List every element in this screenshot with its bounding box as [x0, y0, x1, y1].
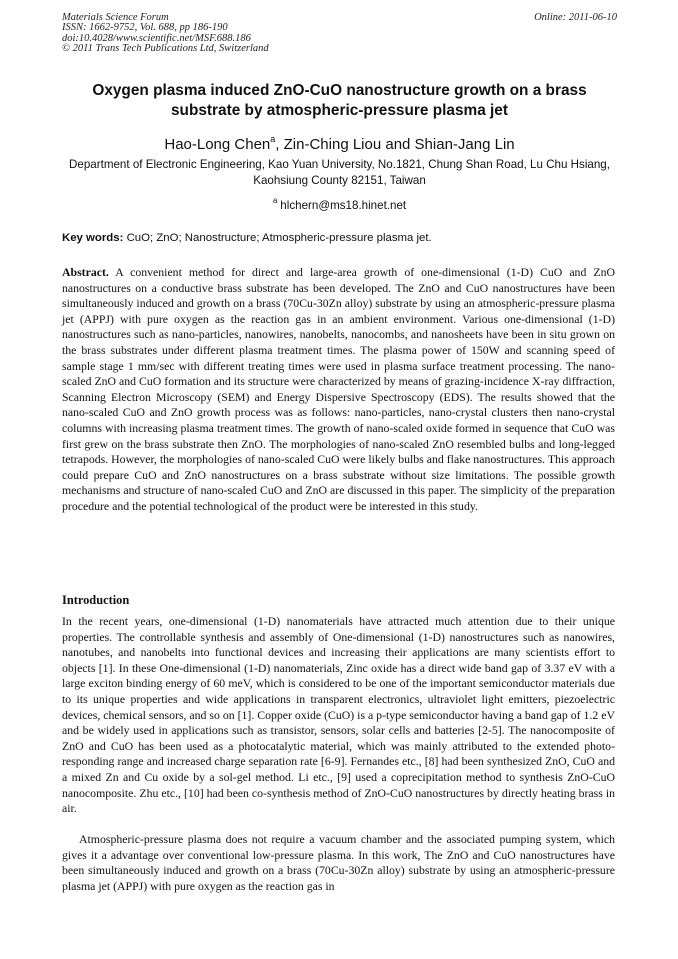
- journal-header: [62, 13, 617, 55]
- author-affil-mark: a: [270, 134, 276, 144]
- abstract-label: Abstract.: [62, 265, 109, 279]
- section-heading-introduction: Introduction: [62, 593, 130, 607]
- author-rest: , Zin-Ching Liou and Shian-Jang Lin: [275, 136, 515, 153]
- journal-name: Materials Science Forum: [62, 12, 169, 23]
- author-list: [62, 129, 617, 155]
- keywords-text: CuO; ZnO; Nanostructure; Atmospheric-pressure plasma jet.: [123, 232, 432, 244]
- email-affil-mark: a: [272, 196, 278, 205]
- doi-link[interactable]: doi:10.4028/www.scientific.net/MSF.688.186: [62, 32, 251, 44]
- abstract: [62, 265, 615, 515]
- author-email: [62, 193, 617, 214]
- email-address[interactable]: hlchern@ms18.hinet.net: [280, 199, 407, 212]
- author-first: Hao-Long Chen: [164, 136, 271, 153]
- affiliation: Department of Electronic Engineering, Kao Yuan University, No.1821, Chung Shan Road, Lu Chu Hsiang, Kaohsiung County 82151, Taiwan: [69, 158, 610, 188]
- keywords-label: Key words:: [62, 232, 124, 244]
- copyright-line: © 2011 Trans Tech Publications Ltd, Switzerland: [62, 43, 269, 55]
- intro-paragraph-2: Atmospheric-pressure plasma does not require a vacuum chamber and the associated pumping system, which gives it a advantage over conventional low-pressure plasma. In this work, The ZnO and CuO nanostructures have been simultaneously induced and growth on a brass (70Cu-30Zn alloy) substrate by using an atmospheric-pressure plasma jet (APPJ) with pure oxygen as the reaction gas in: [62, 832, 615, 893]
- issn-line: ISSN: 1662-9752, Vol. 688, pp 186-190: [62, 22, 228, 34]
- keywords: [62, 230, 617, 246]
- intro-paragraph-1: In the recent years, one-dimensional (1-D) nanomaterials have attracted much attention due to their unique properties. The controllable synthesis and assembly of One-dimensional (1-D) nanostructures such as nanowires, nanotubes, and nanobelts into functional devices and increasing their applications are many scientists effort to objects [1]. In these One-dimensional (1-D) nanomaterials, Zinc oxide has a direct wide band gap of 3.37 eV with a large exciton binding energy of 60 meV, which is considered to be one of the important semiconductor materials due to its unique properties and wide applications in transparent electronics, ultraviolet light emitters, piezoelectric devices, chemical sensors, and so on [1]. Copper oxide (CuO) is a p-type semiconductor having a band gap of 1.2 eV and be widely used in applications such as transistor, sensors, solar cells and batteries [2-5]. The nanocomposite of ZnO and CuO has been used as a photocatalytic material, which was mainly attributed to the extended photo-responding range and increased charge separation rate [6-9]. Fernandes etc., [8] had been synthesized ZnO, CuO and a mixed Zn and Cu oxide by a sol-gel method. Li etc., [9] used a coprecipitation method to synthesis ZnO-CuO nanocomposite. Zhu etc., [10] had been co-synthesis method of ZnO-CuO nanostructures by directly heating brass in air.: [62, 614, 615, 816]
- abstract-text: A convenient method for direct and large-area growth of one-dimensional (1-D) CuO and ZnO nanostructures on a conductive brass substrate has been developed. The ZnO and CuO nanostructures have been simultaneously induced and growth on a brass (70Cu-30Zn alloy) substrate by using an atmospheric-pressure plasma jet (APPJ) with pure oxygen as the reaction gas in an ambient environment. Various one-dimensional (1-D) nanostructures such as nano-particles, nanowires, nanobelts, nanocombs, and nanosheets have been in situ grown on the brass substrates under different plasma treatment times. The plasma power of 150W and scanning speed of sample stage 1 mm/sec with different treating times were used in plasma surface treatment processing. The nano-scaled ZnO and CuO formation and its structure were characterized by means of grazing-incidence X-ray diffraction, Scanning Electron Microscopy (SEM) and Energy Dispersive Spectroscopy (EDS). The results showed that the nano-scaled CuO and ZnO growth process was as follows: nano-particles, nano-crystal clusters then nano-crystal columns with increasing plasma treatment times. The growth of nano-scaled oxide formed in sequence that CuO was first grew on the brass substrate then ZnO. The morphologies of nano-scaled ZnO resembled bulbs and long-legged tetrapods. However, the morphologies of nano-scaled CuO were likely bulbs and flake nanostructures. This approach could prepare CuO and ZnO nanostructures on a brass substrate without size limitations. The possible growth mechanisms and structure of nano-scaled CuO and ZnO are discussed in this paper. The simplicity of the preparation procedure and the potential technological of the product were be interested in this study.: [62, 265, 615, 513]
- online-date: Online: 2011-06-10: [534, 12, 617, 23]
- paper-title: Oxygen plasma induced ZnO-CuO nanostructure growth on a brass substrate by atmospheric-pressure plasma jet: [92, 82, 587, 119]
